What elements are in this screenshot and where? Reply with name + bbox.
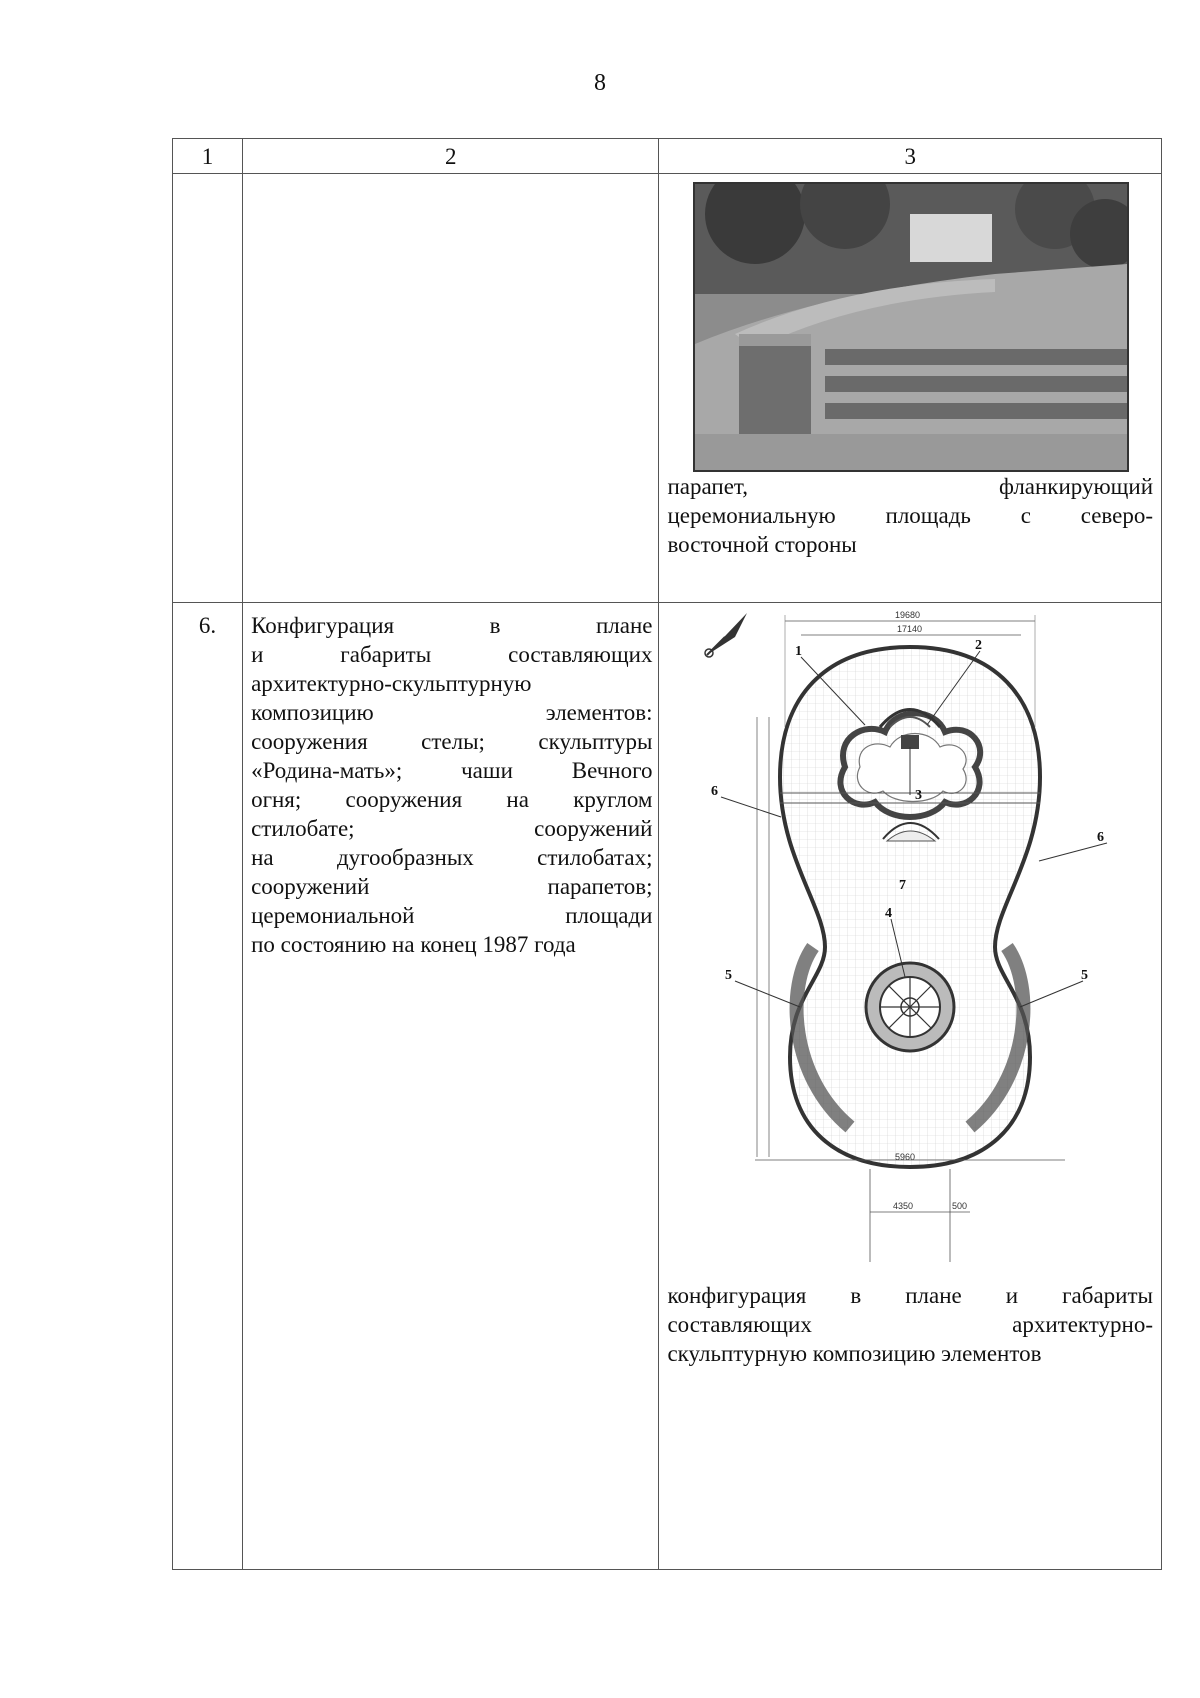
plan-callout-3: 3 bbox=[915, 788, 923, 803]
plan-callout-5-left: 5 bbox=[725, 968, 733, 983]
parapet-photo bbox=[693, 182, 1129, 472]
dimension-label-bottom: 4350 bbox=[893, 1201, 914, 1211]
plan-caption-line-3: скульптурную композицию элементов bbox=[667, 1341, 1042, 1366]
row-6-description-line-6: «Родина-мать»; чаши Вечного bbox=[251, 758, 653, 783]
table-row-continued bbox=[173, 174, 1162, 603]
row-continued-illustration-cell bbox=[659, 174, 1162, 603]
plan-callout-6-left: 6 bbox=[711, 784, 719, 799]
parapet-caption-line-1: парапет, фланкирующий bbox=[667, 474, 1153, 499]
row-6-description-line-3: архитектурно-скульптурную bbox=[251, 671, 532, 696]
row-6-description-line-1: Конфигурация в плане bbox=[251, 613, 653, 638]
plan-callout-5-right: 5 bbox=[1081, 968, 1089, 983]
plan-callout-2: 2 bbox=[975, 638, 983, 653]
row-6-illustration-cell bbox=[659, 603, 1162, 1570]
row-6-description-line-5: сооружения стелы; скульптуры bbox=[251, 729, 653, 754]
document-table bbox=[172, 138, 1162, 1570]
plan-callout-6-right: 6 bbox=[1097, 830, 1105, 845]
header-cell-1: 1 bbox=[173, 139, 243, 174]
row-6-description-line-11: церемониальной площади bbox=[251, 903, 653, 928]
row-6-description bbox=[243, 603, 659, 1570]
plan-caption-line-2: составляющих архитектурно- bbox=[667, 1312, 1153, 1337]
dimension-label-second: 17140 bbox=[897, 624, 923, 634]
site-plan-drawing bbox=[695, 607, 1115, 1267]
row-continued-description-cell bbox=[243, 174, 659, 603]
dimension-label-top: 19680 bbox=[895, 610, 921, 620]
header-cell-2: 2 bbox=[243, 139, 659, 174]
parapet-caption-line-2: церемониальную площадь с северо- bbox=[667, 503, 1153, 528]
row-6-description-line-4: композицию элементов: bbox=[251, 700, 653, 725]
row-6-description-line-8: стилобате; сооружений bbox=[251, 816, 653, 841]
north-arrow-icon bbox=[705, 613, 747, 657]
row-6-description-line-9: на дугообразных стилобатах; bbox=[251, 845, 653, 870]
dimension-label-base: 5960 bbox=[895, 1152, 916, 1162]
parapet-caption bbox=[659, 472, 1161, 559]
dimension-label-bottom-small: 500 bbox=[952, 1201, 968, 1211]
page-number: 8 bbox=[594, 70, 606, 96]
row-continued-number-cell bbox=[173, 174, 243, 603]
plan-caption-line-1: конфигурация в плане и габариты bbox=[667, 1283, 1153, 1308]
table-row-6 bbox=[173, 603, 1162, 1570]
row-6-number: 6. bbox=[173, 603, 243, 1570]
header-cell-3: 3 bbox=[659, 139, 1162, 174]
row-6-description-line-7: огня; сооружения на круглом bbox=[251, 787, 653, 812]
plan-caption bbox=[659, 1281, 1161, 1368]
row-6-description-line-2: и габариты составляющих bbox=[251, 642, 653, 667]
parapet-caption-line-3: восточной стороны bbox=[667, 532, 857, 557]
plan-callout-1: 1 bbox=[795, 644, 803, 659]
round-stylobate bbox=[866, 963, 954, 1051]
row-6-description-line-10: сооружений парапетов; bbox=[251, 874, 653, 899]
plan-callout-7: 7 bbox=[899, 878, 907, 893]
plan-callout-4: 4 bbox=[885, 906, 893, 921]
row-6-description-line-12: по состоянию на конец 1987 года bbox=[251, 932, 576, 957]
table-header-row bbox=[173, 139, 1162, 174]
